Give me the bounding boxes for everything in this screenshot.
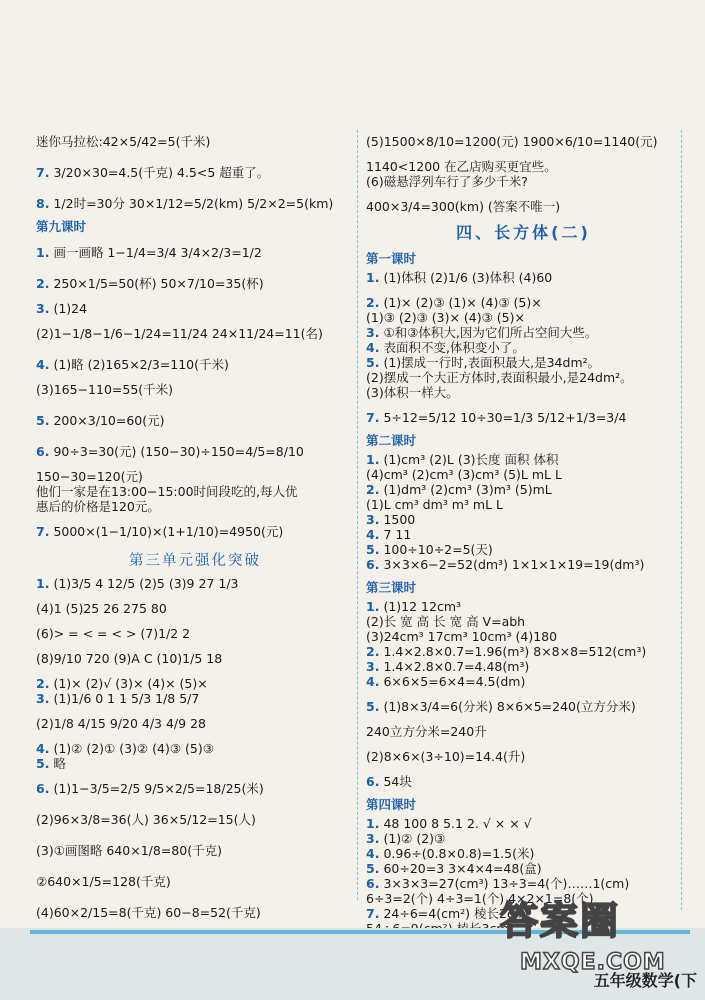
answer-item: 2. (1)dm³ (2)cm³ (3)m³ (5)mL <box>366 482 552 497</box>
watermark-site: MXQE.COM <box>520 950 666 975</box>
answer-item: 8. 1/2时=30分 30×1/12=5/2(km) 5/2×2=5(km) <box>36 196 334 211</box>
answer-item: 3. (1)② (2)③ <box>366 831 446 846</box>
answer-item: 1. (1)cm³ (2)L (3)长度 面积 体积 <box>366 452 559 467</box>
answer-item: 5. 200×3/10=60(元) <box>36 413 165 428</box>
answer-line: 240立方分米=240升 <box>366 724 487 739</box>
answer-item: 5. 100÷10÷2=5(天) <box>366 542 493 557</box>
answer-line: (5)1500×8/10=1200(元) 1900×6/10=1140(元) <box>366 134 658 149</box>
answer-item: 4. 7 11 <box>366 527 412 542</box>
answer-line: (3)体积一样大。 <box>366 385 459 400</box>
answer-item: 1. 画一画略 1−1/4=3/4 3/4×2/3=1/2 <box>36 245 262 260</box>
right-column <box>366 134 681 981</box>
answer-item: 6. 3×3×6−2=52(dm³) 1×1×1×19=19(dm³) <box>366 557 645 572</box>
answer-item: 6. 90÷3=30(元) (150−30)÷150=4/5=8/10 <box>36 444 304 459</box>
answer-item: 3. (1)1/6 0 1 1 5/3 1/8 5/7 <box>36 691 200 706</box>
answer-item: 5. 略 <box>36 756 66 771</box>
answer-item: 3. 1.4×2.8×0.7=4.48(m³) <box>366 659 530 674</box>
answer-line: 惠后的价格是120元。 <box>36 499 160 514</box>
unit-title: 第三单元强化突破 <box>129 553 261 569</box>
watermark-logo: 答案圈 <box>500 899 621 943</box>
section-heading: 第九课时 <box>36 219 87 234</box>
answer-line: (8)9/10 720 (9)A C (10)1/5 18 <box>36 651 223 666</box>
answer-line: 150−30=120(元) <box>36 469 143 484</box>
left-column <box>36 134 354 920</box>
answer-item: 7. 3/20×30=4.5(千克) 4.5<5 超重了。 <box>36 165 270 180</box>
answer-item: 2. 250×1/5=50(杯) 50×7/10=35(杯) <box>36 276 264 291</box>
answer-item: 5. (1)摆成一行时,表面积最大,是34dm²。 <box>366 355 601 370</box>
answer-line: (2)1−1/8−1/6−1/24=11/24 24×11/24=11(名) <box>36 326 323 341</box>
answer-item: 3. ①和③体积大,因为它们所占空间大些。 <box>366 325 598 340</box>
answer-item: 1. (1)体积 (2)1/6 (3)体积 (4)60 <box>366 270 553 285</box>
answer-line: (3)①画图略 640×1/8=80(千克) <box>36 843 222 858</box>
answer-line: (3)165−110=55(千米) <box>36 382 174 397</box>
answer-item: 4. 0.96÷(0.8×0.8)=1.5(米) <box>366 846 535 861</box>
answer-line: (6)> = < = < > (7)1/2 2 <box>36 626 191 641</box>
answer-line: (4)60×2/15=8(千克) 60−8=52(千克) <box>36 905 261 920</box>
section-heading: 第三课时 <box>366 580 417 595</box>
answer-item: 5. 60÷20=3 3×4×4=48(盒) <box>366 861 542 876</box>
answer-line: 1140<1200 在乙店购买更宜些。 <box>366 159 557 174</box>
section-heading: 第一课时 <box>366 251 417 266</box>
answer-item: 1. 48 100 8 5.1 2. √ × × √ <box>366 816 532 831</box>
answer-item: 7. 5000×(1−1/10)×(1+1/10)=4950(元) <box>36 524 284 539</box>
answer-item: 4. 表面积不变,体积变小了。 <box>366 340 525 355</box>
answer-line: (4)1 (5)25 26 275 80 <box>36 601 167 616</box>
column-divider <box>357 130 358 900</box>
answer-item: 5. (1)8×3/4=6(分米) 8×6×5=240(立方分米) <box>366 699 636 714</box>
answer-item: 4. (1)② (2)① (3)② (4)③ (5)③ <box>36 741 214 756</box>
answer-line: (2)长 宽 高 长 宽 高 V=abh <box>366 614 526 629</box>
footer-grade-label: 五年级数学(下 <box>593 971 697 990</box>
answer-line: (2)8×6×(3÷10)=14.4(升) <box>366 749 526 764</box>
answer-line: (4)cm³ (2)cm³ (3)cm³ (5)L mL L <box>366 467 562 482</box>
answer-item: 1. (1)12 12cm³ <box>366 599 462 614</box>
answer-item: 3. 1500 <box>366 512 416 527</box>
answer-line: (1)L cm³ dm³ m³ mL L <box>366 497 504 512</box>
answer-line: (2)1/8 4/15 9/20 4/3 4/9 28 <box>36 716 206 731</box>
answer-line: 他们一家是在13:00−15:00时间段吃的,每人优 <box>36 484 298 499</box>
answer-line: ②640×1/5=128(千克) <box>36 874 171 889</box>
answer-line: 迷你马拉松:42×5/42=5(千米) <box>36 134 211 149</box>
answer-item: 6. 54块 <box>366 774 412 789</box>
answer-item: 1. (1)3/5 4 12/5 (2)5 (3)9 27 1/3 <box>36 576 239 591</box>
answer-line: (2)96×3/8=36(人) 36×5/12=15(人) <box>36 812 256 827</box>
answer-item: 2. (1)× (2)③ (1)× (4)③ (5)× <box>366 295 542 310</box>
answer-item: 4. (1)略 (2)165×2/3=110(千米) <box>36 357 229 372</box>
answer-item: 6. (1)1−3/5=2/5 9/5×2/5=18/25(米) <box>36 781 264 796</box>
answer-item: 7. 24÷6=4(cm²) 棱长2cm <box>366 906 527 921</box>
answer-item: 7. 5÷12=5/12 10÷30=1/3 5/12+1/3=3/4 <box>366 410 627 425</box>
answer-item: 2. 1.4×2.8×0.7=1.96(m³) 8×8×8=512(cm³) <box>366 644 647 659</box>
answer-line: 6÷3=2(个) 4÷3=1(个) 4×2×1=8(个) <box>366 891 594 906</box>
answer-line: (3)24cm³ 17cm³ 10cm³ (4)180 <box>366 629 558 644</box>
answer-item: 2. (1)× (2)√ (3)× (4)× (5)× <box>36 676 208 691</box>
answer-line: 400×3/4=300(km) (答案不唯一) <box>366 199 561 214</box>
answer-item: 3. (1)24 <box>36 301 88 316</box>
answer-line: (1)③ (2)③ (3)× (4)③ (5)× <box>366 310 525 325</box>
answer-item: 4. 6×6×5=6×4=4.5(dm) <box>366 674 526 689</box>
answer-line: (6)磁悬浮列车行了多少千米? <box>366 174 528 189</box>
section-heading: 第四课时 <box>366 797 417 812</box>
section-heading: 第二课时 <box>366 433 417 448</box>
answer-item: 6. 3×3×3=27(cm³) 13÷3=4(个)……1(cm) <box>366 876 630 891</box>
chapter-title: 四、长方体(二) <box>456 223 591 242</box>
next-page-edge <box>681 130 705 910</box>
answer-line: (2)摆成一个大正方体时,表面积最小,是24dm²。 <box>366 370 633 385</box>
